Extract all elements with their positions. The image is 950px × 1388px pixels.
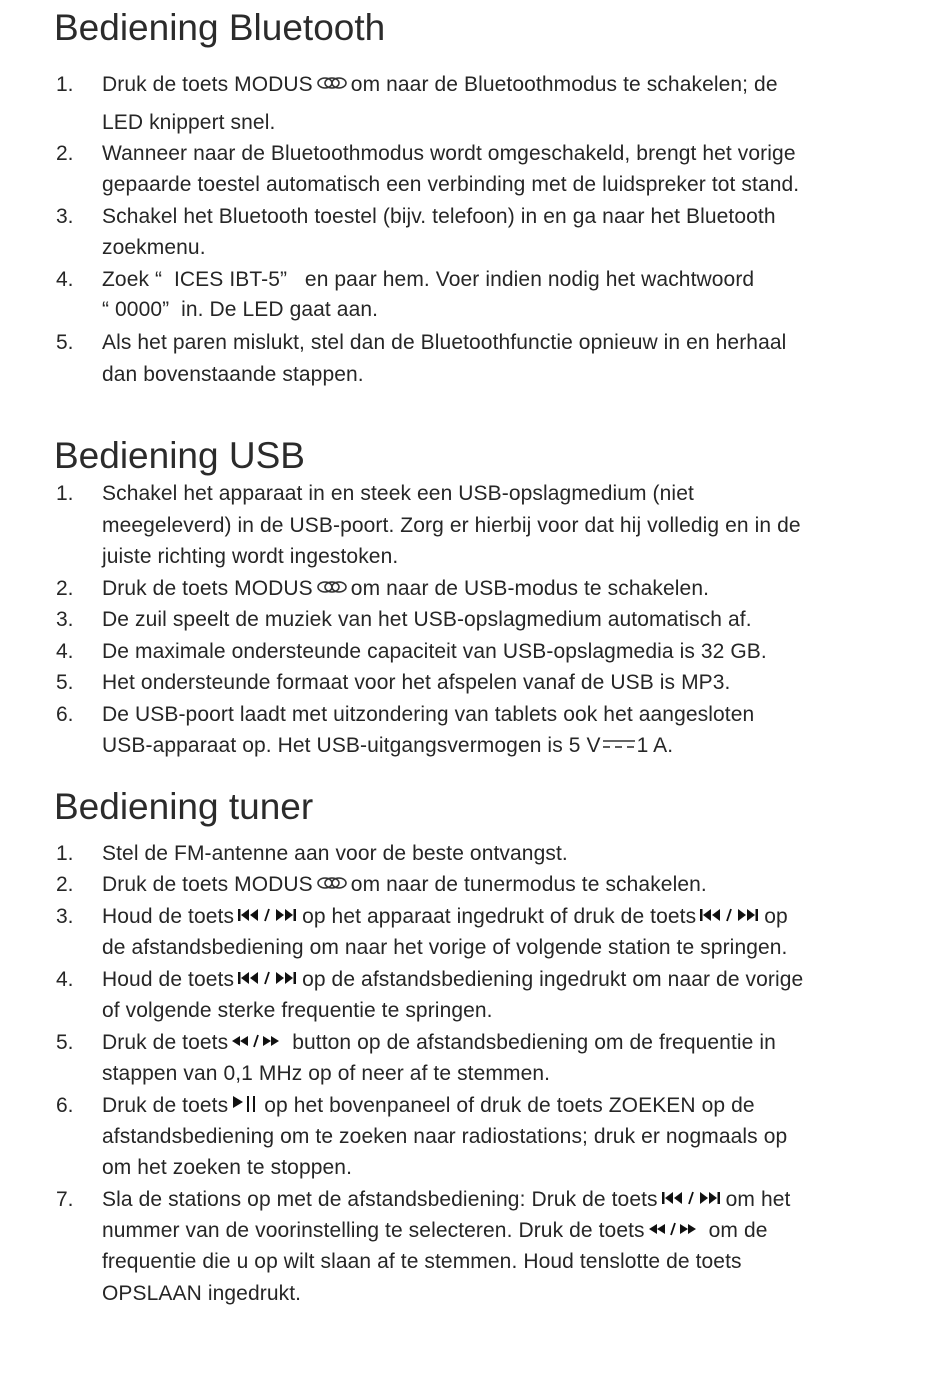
usb-item-2-number: 2. <box>56 577 74 600</box>
bt-item-4-line-1: Zoek “ ICES IBT-5” en paar hem. Voer indien nodig het wachtwoord <box>102 268 755 291</box>
skip-prev-next-icon <box>237 907 299 923</box>
usb-item-5-line-1: Het ondersteunde formaat voor het afspelen vanaf de USB is MP3. <box>102 671 731 694</box>
usb-item-2-line-1: Druk de toets MODUS om naar de USB-modus te schakelen. <box>102 577 710 600</box>
usb-item-6-line-1: De USB-poort laadt met uitzondering van tablets ook het aangesloten <box>102 703 755 726</box>
tuner-item-6-line-1: Druk de toets op het bovenpaneel of druk de toets ZOEKEN op de <box>102 1094 755 1117</box>
bt-item-2-line-2: gepaarde toestel automatisch een verbinding met de luidspreker tot stand. <box>102 173 800 196</box>
tuner-item-1-number: 1. <box>56 842 74 865</box>
play-pause-icon <box>231 1094 261 1114</box>
usb-item-5-number: 5. <box>56 671 74 694</box>
bt-item-3-number: 3. <box>56 205 74 228</box>
usb-item-3-number: 3. <box>56 608 74 631</box>
usb-item-1-line-2: meegeleverd) in de USB-poort. Zorg er hierbij voor dat hij volledig en in de <box>102 514 801 537</box>
tuner-item-4-number: 4. <box>56 968 74 991</box>
tuner-item-3-line-1: Houd de toets op het apparaat ingedrukt of druk de toets op <box>102 905 788 928</box>
mode-icon <box>316 876 348 890</box>
tuner-item-5-number: 5. <box>56 1031 74 1054</box>
tuner-item-6-line-2: afstandsbediening om te zoeken naar radiostations; druk er nogmaals op <box>102 1125 788 1148</box>
bt-item-3-line-1: Schakel het Bluetooth toestel (bijv. telefoon) in en ga naar het Bluetooth <box>102 205 776 228</box>
tuner-item-7-number: 7. <box>56 1188 74 1211</box>
tuner-item-7-line-1: Sla de stations op met de afstandsbediening: Druk de toets om het <box>102 1188 791 1211</box>
tuner-item-7-line-2: nummer van de voorinstelling te selecteren. Druk de toets om de <box>102 1219 768 1242</box>
bt-item-2-number: 2. <box>56 142 74 165</box>
dc-symbol-icon <box>602 728 636 759</box>
heading-usb: Bediening USB <box>54 435 305 476</box>
bt-item-3-line-2: zoekmenu. <box>102 236 206 259</box>
bt-item-2-line-1: Wanneer naar de Bluetoothmodus wordt omgeschakeld, brengt het vorige <box>102 142 796 165</box>
bt-item-5-line-2: dan bovenstaande stappen. <box>102 363 364 386</box>
skip-prev-next-icon <box>237 970 299 986</box>
usb-item-3-line-1: De zuil speelt de muziek van het USB-opslagmedium automatisch af. <box>102 608 752 631</box>
bt-item-4-number: 4. <box>56 268 74 291</box>
heading-tuner: Bediening tuner <box>54 786 314 827</box>
tuner-item-7-line-4: OPSLAAN ingedrukt. <box>102 1282 302 1305</box>
tuner-item-2-line-1: Druk de toets MODUS om naar de tunermodus te schakelen. <box>102 873 707 896</box>
usb-item-4-line-1: De maximale ondersteunde capaciteit van USB-opslagmedia is 32 GB. <box>102 640 767 663</box>
tuner-item-6-line-3: om het zoeken te stoppen. <box>102 1156 352 1179</box>
skip-prev-next-icon <box>661 1190 723 1206</box>
tuner-item-1-line-1: Stel de FM-antenne aan voor de beste ontvangst. <box>102 842 568 865</box>
tuner-item-4-line-1: Houd de toets op de afstandsbediening ingedrukt om naar de vorige <box>102 968 804 991</box>
bt-item-1-number: 1. <box>56 73 74 96</box>
mode-icon <box>316 76 348 90</box>
tuner-item-3-number: 3. <box>56 905 74 928</box>
heading-bluetooth: Bediening Bluetooth <box>54 7 386 48</box>
usb-item-1-number: 1. <box>56 482 74 505</box>
bt-item-1-line-1: Druk de toets MODUS om naar de Bluetoothmodus te schakelen; de <box>102 73 778 96</box>
tuner-item-5-line-1: Druk de toets button op de afstandsbediening om de frequentie in <box>102 1031 776 1054</box>
rewind-forward-icon <box>231 1033 289 1049</box>
bt-item-5-number: 5. <box>56 331 74 354</box>
bt-item-5-line-1: Als het paren mislukt, stel dan de Bluetoothfunctie opnieuw in en herhaal <box>102 331 787 354</box>
bt-item-4-line-2: “ 0000” in. De LED gaat aan. <box>102 298 379 321</box>
usb-item-6-number: 6. <box>56 703 74 726</box>
tuner-item-3-line-2: de afstandsbediening om naar het vorige of volgende station te springen. <box>102 936 788 959</box>
tuner-item-4-line-2: of volgende sterke frequentie te springen. <box>102 999 493 1022</box>
bt-item-1-line-2: LED knippert snel. <box>102 111 276 134</box>
usb-item-1-line-1: Schakel het apparaat in en steek een USB-opslagmedium (niet <box>102 482 694 505</box>
skip-prev-next-icon <box>699 907 761 923</box>
tuner-item-7-line-3: frequentie die u op wilt slaan af te stemmen. Houd tenslotte de toets <box>102 1250 742 1273</box>
usb-item-1-line-3: juiste richting wordt ingestoken. <box>102 545 399 568</box>
tuner-item-2-number: 2. <box>56 873 74 896</box>
usb-item-4-number: 4. <box>56 640 74 663</box>
rewind-forward-icon <box>648 1221 706 1237</box>
mode-icon <box>316 580 348 594</box>
usb-item-6-line-2: USB-apparaat op. Het USB-uitgangsvermogen is 5 V 1 A. <box>102 730 673 762</box>
tuner-item-6-number: 6. <box>56 1094 74 1117</box>
tuner-item-5-line-2: stappen van 0,1 MHz op of neer af te stemmen. <box>102 1062 551 1085</box>
